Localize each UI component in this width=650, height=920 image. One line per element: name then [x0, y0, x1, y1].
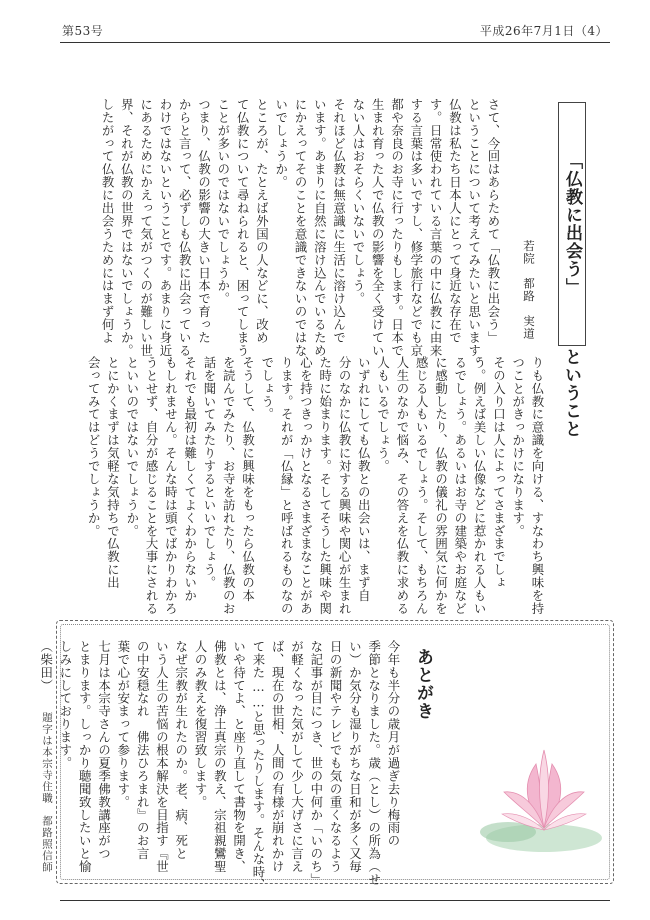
atogaki-heading: あとがき	[413, 648, 433, 720]
text-line: ば、現在の世相、人間の有様が崩れかけ	[270, 640, 286, 874]
text-line: 七月は本宗寺さんの夏季佛教講座がつ	[96, 640, 112, 861]
text-line: したがって仏教に出会うためにはまず何よ	[100, 98, 116, 345]
text-line: りも仏教に意識を向ける、すなわち興味を持	[530, 356, 545, 615]
text-line: さて、今回はあらためて「仏教に出会う」	[486, 98, 501, 345]
text-line: つことがきっかけになります。	[510, 356, 526, 538]
text-line: 日の新聞やテレビでも気の重くなるよう	[328, 640, 344, 874]
text-line: いずれにしても仏教との出会いは、まず自	[356, 356, 372, 603]
text-line: 今年も半分の歳月が過ぎ去り梅雨の	[386, 640, 401, 848]
text-line: わけではないということです。あまりに身近	[157, 98, 173, 357]
text-line: うとせず、自分が感じることを大事にされる	[144, 356, 160, 615]
text-line: それでも最初は難しくてよくわからないか	[182, 356, 198, 603]
text-line: ことが多いのではないでしょうか。	[215, 98, 231, 306]
top-rule	[60, 42, 610, 43]
text-line: ところが、たとえば外国の人などに、改め	[254, 98, 270, 345]
text-line: いう人生の苦悩の根本解決を目指す『世	[154, 640, 170, 874]
text-line: い）か気分も湿りがちな日和が多く又毎	[347, 640, 363, 874]
text-line: て仏教について尋ねられると、困ってしまう	[235, 98, 251, 357]
article-body-upper	[60, 98, 503, 370]
text-line: 心を持つきっかけとなるさまざまなことがあ	[298, 356, 314, 615]
text-line: （柴田）	[38, 640, 54, 692]
text-line: 人のみ教えを復習致します。	[193, 640, 209, 809]
text-line: 生まれ育った人で仏教の影響を全く受けてい	[370, 98, 386, 357]
text-line: 話を聞いてみたりするといいでしょう。	[201, 356, 217, 590]
text-line: それほど仏教は無意識に生活に溶け込んで	[331, 98, 347, 345]
title-calligraphy-credit: 題字は本宗寺住職 都路照信師	[41, 712, 53, 873]
issue-number: 第53号	[62, 24, 104, 38]
text-line: する言葉は多いですし、修学旅行などでも京	[408, 98, 424, 357]
text-line: 季節となりました。歳（とし）の所為（せ	[366, 640, 382, 887]
text-line: ない人はおそらくいないでしょう。	[350, 98, 366, 306]
text-line: て来た……と思ったりします。そんな時、	[250, 640, 266, 892]
article-author: 若院 都路 実道	[522, 240, 536, 340]
text-line: しみにしております。	[57, 640, 73, 770]
text-line: が軽くなった気がして少し大げさに言え	[289, 640, 305, 874]
text-line: 会ってみてはどうでしょうか。	[86, 356, 102, 538]
text-line: つまり、仏教の影響の大きい日本で育った	[196, 98, 212, 345]
text-line: といいのではないでしょうか。	[124, 356, 140, 538]
text-line: を読んでみたり、お寺を訪れたり、仏教のお	[221, 356, 237, 615]
text-line: 感じる人もいるでしょう。そして、もちろん	[414, 356, 430, 615]
text-line: 葉で心が安まって参ります。	[115, 640, 131, 809]
lotus-illustration	[478, 720, 610, 860]
issue-date: 平成26年7月1日（4）	[479, 24, 608, 38]
article-body-lower	[70, 356, 547, 615]
text-line: す。日常使われている言葉の中に仏教に由来	[428, 98, 444, 357]
text-line: に感動したり、仏教の儀礼の雰囲気に何かを	[433, 356, 449, 615]
article-title-suffix: ということ	[561, 348, 581, 438]
bottom-rule	[60, 900, 610, 901]
text-line: 分のなかに仏教に対する興味や関心が生まれ	[337, 356, 353, 615]
text-line: とまります。しっかり聴聞致したいと愉	[77, 640, 93, 874]
text-line: 仏教は私たち日本人にとって身近な存在で	[447, 98, 463, 345]
text-line: その入り口は人によってさまざまでしょ	[491, 356, 507, 590]
text-line: からと言って、必ずしも仏教に出会っている	[177, 98, 193, 357]
text-line: そうして、仏教に興味をもったら仏教の本	[240, 356, 256, 603]
text-line: にかえってそのことを意識できないのではな	[293, 98, 309, 357]
text-line: 人もいるでしょう。	[375, 356, 391, 473]
text-line: なぜ宗教が生れたのか。老、病、死と	[173, 640, 189, 861]
text-line: 都や奈良のお寺に行ったりもします。日本で	[389, 98, 405, 357]
text-line: う。例えば美しい仏像などに惹かれる人もい	[472, 356, 488, 615]
text-line: いや待てよ、と座り直して書物を開き、	[231, 640, 247, 874]
text-line: 人生のなかで悩み、その答えを仏教に求める	[394, 356, 410, 615]
text-line: た時に始まります。そしてそうした興味や関	[317, 356, 333, 615]
text-line: もしれません。そんな時は頭でばかりわかろ	[163, 356, 179, 615]
text-line: ります。それが「仏縁」と呼ばれるものなの	[279, 356, 295, 615]
text-line: の中安穏なれ 佛法ひろまれ』のお言	[135, 640, 151, 861]
text-line: います。あまりに自然に溶け込んでいるため	[312, 98, 328, 357]
text-line: 佛教とは、浄土真宗の教え、宗祖親鸞聖	[212, 640, 228, 874]
text-line: るでしょう。あるいはお寺の建築やお庭など	[452, 356, 468, 615]
text-line: でしょう。	[259, 356, 275, 421]
text-line: ということについて考えてみたいと思います。	[466, 98, 482, 370]
text-line: な記事が目につき、世の中何か「いのち」	[308, 640, 324, 887]
article-title: 「仏教に出会う」	[558, 102, 586, 346]
text-line: いでしょうか。	[273, 98, 289, 189]
text-line: とにかくまずは気軽な気持ちで仏教に出	[105, 356, 121, 590]
text-line: にあるためにかえって気がつくのが難しい世	[138, 98, 154, 357]
text-line: 界、それが仏教の世界ではないでしょうか。	[119, 98, 135, 357]
